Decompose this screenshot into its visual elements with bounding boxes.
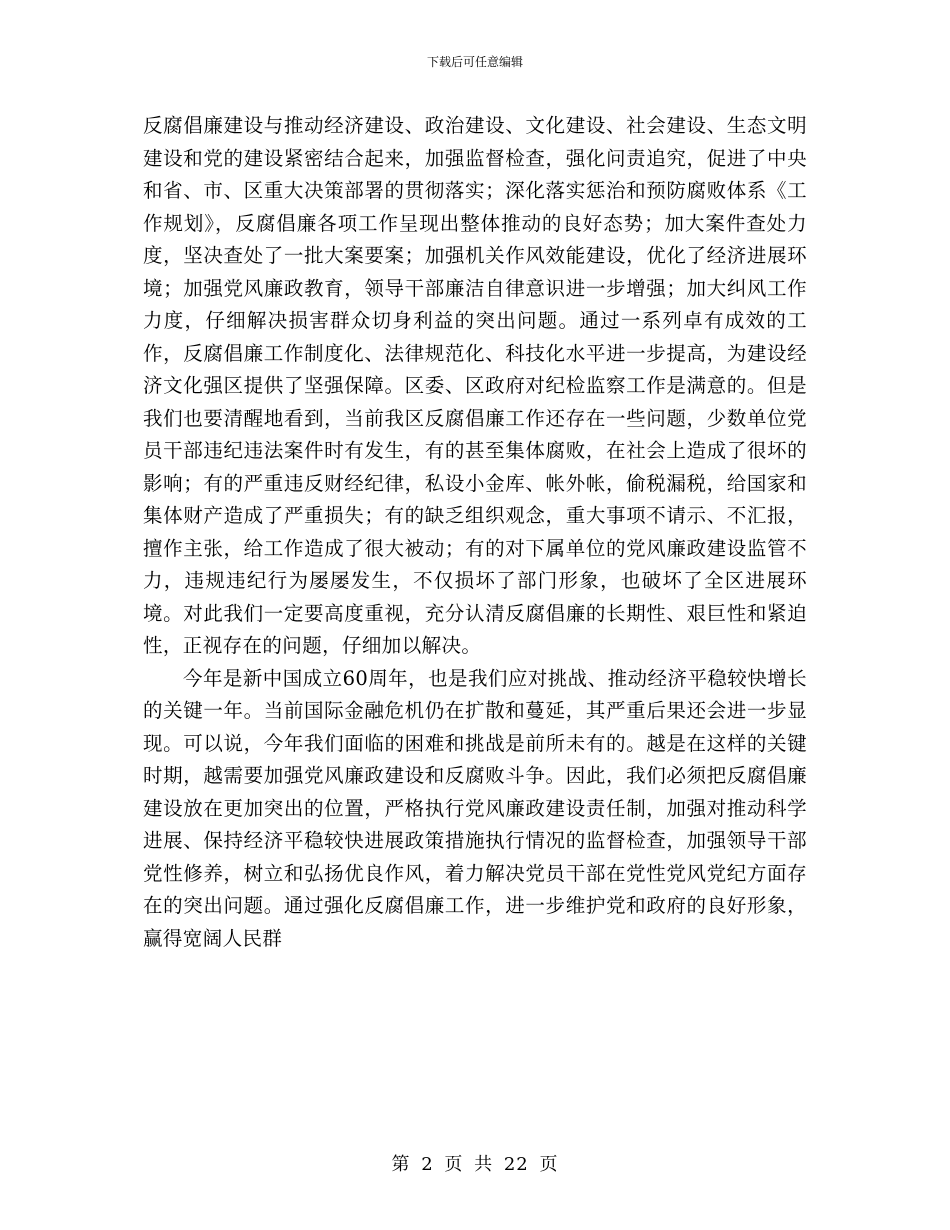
page-number-footer: 第 2 页 共 22 页 <box>391 1154 559 1175</box>
header-note: 下载后可任意编辑 <box>426 55 523 69</box>
paragraph-continued: 反腐倡廉建设与推动经济建设、政治建设、文化建设、社会建设、生态文明建设和党的建设紧密结合起来，加强监督检查，强化问责追究，促进了中央和省、市、区重大决策部署的贯彻落实；深化落实惩治和预防腐败体系《工作规划》，反腐倡廉各项工作呈现出整体推动的良好态势；加大案件查处力度，坚决查处了一批大案要案；加强机关作风效能建设，优化了经济进展环境；加强党风廉政教育，领导干部廉洁自律意识进一步增强；加大纠风工作力度，仔细解决损害群众切身利益的突出问题。通过一系列卓有成效的工作，反腐倡廉工作制度化、法律规范化、科技化水平进一步提高，为建设经济文化强区提供了坚强保障。区委、区政府对纪检监察工作是满意的。但是我们也要清醒地看到，当前我区反腐倡廉工作还存在一些问题，少数单位党员干部违纪违法案件时有发生，有的甚至集体腐败，在社会上造成了很坏的影响；有的严重违反财经纪律，私设小金库、帐外帐，偷税漏税，给国家和集体财产造成了严重损失；有的缺乏组织观念，重大事项不请示、不汇报，擅作主张，给工作造成了很大被动；有的对下属单位的党风廉政建设监管不力，违规违纪行为屡屡发生，不仅损坏了部门形象，也破坏了全区进展环境。对此我们一定要高度重视，充分认清反腐倡廉的长期性、艰巨性和紧迫性，正视存在的问题，仔细加以解决。 <box>143 114 807 657</box>
document-body <box>143 110 807 955</box>
paragraph-60th-anniversary: 今年是新中国成立60周年，也是我们应对挑战、推动经济平稳较快增长的关键一年。当前国际金融危机仍在扩散和蔓延，其严重后果还会进一步显现。可以说，今年我们面临的困难和挑战是前所未有的。越是在这样的关键时期，越需要加强党风廉政建设和反腐败斗争。因此，我们必须把反腐倡廉建设放在更加突出的位置，严格执行党风廉政建设责任制，加强对推动科学进展、保持经济平稳较快进展政策措施执行情况的监督检查，加强领导干部党性修养，树立和弘扬优良作风，着力解决党员干部在党性党风党纪方面存在的突出问题。通过强化反腐倡廉工作，进一步维护党和政府的良好形象，赢得宽阔人民群 <box>143 666 807 950</box>
